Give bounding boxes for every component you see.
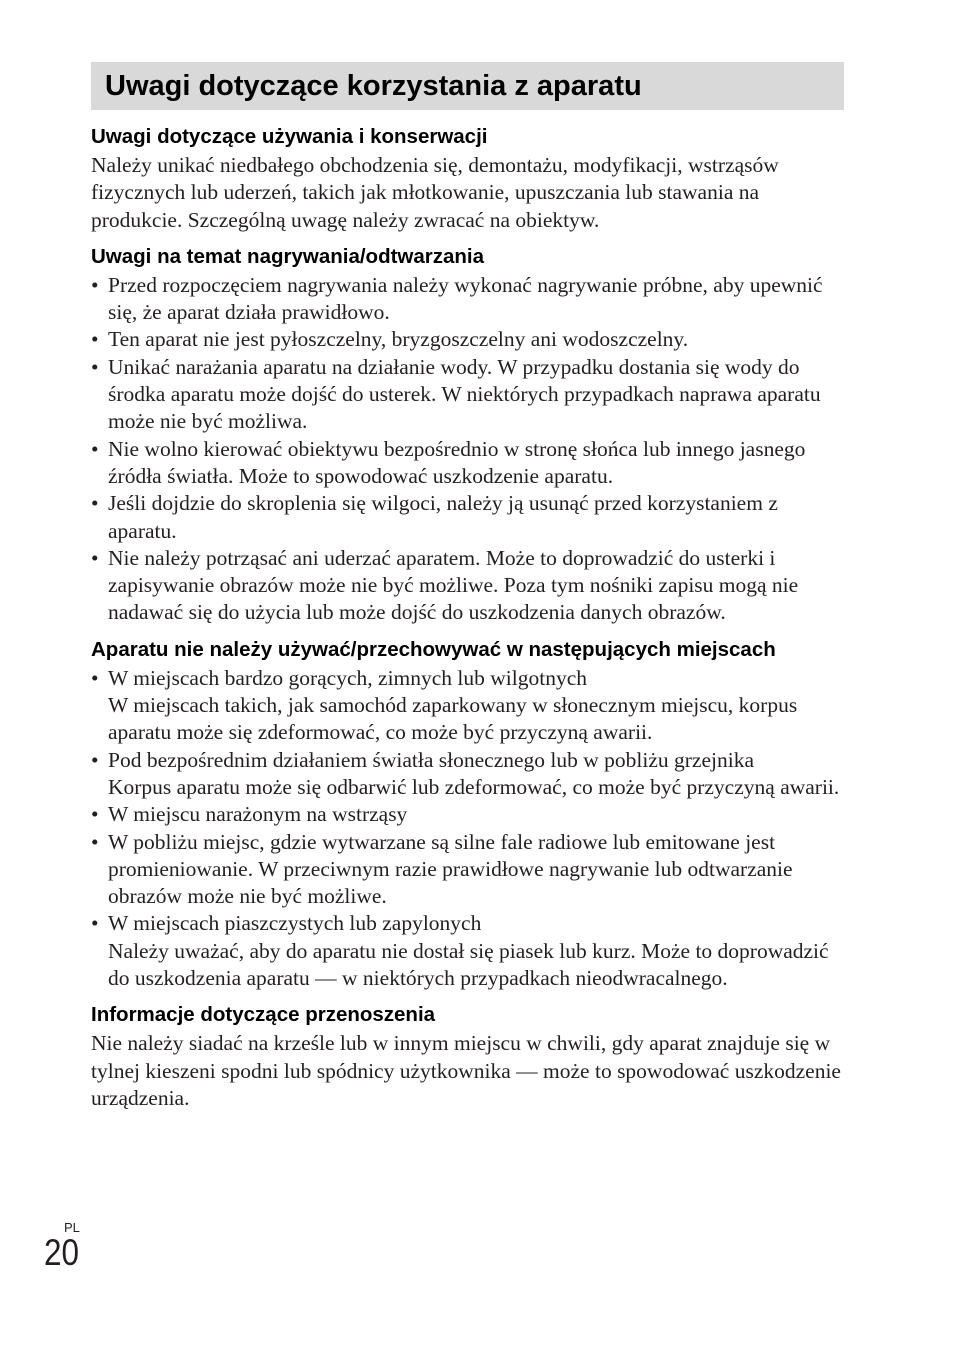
list-item-text: Należy uważać, aby do aparatu nie dostał się piasek lub kurz. Może to doprowadzić do uszkodzenia aparatu — w niektórych przypadkach nieodwracalnego. bbox=[108, 938, 829, 991]
language-label: PL bbox=[64, 1220, 80, 1235]
section-paragraph: Nie należy siadać na krześle lub w innym miejscu w chwili, gdy aparat znajduje się w tylnej kieszeni spodni lub spódnicy użytkownika — może to spowodować uszkodzenie urządzenia. bbox=[91, 1031, 841, 1110]
list-item: • Przed rozpoczęciem nagrywania należy wykonać nagrywanie próbne, aby upewnić się, że aparat działa prawidłowo. bbox=[91, 272, 851, 327]
section-heading: Uwagi dotyczące używania i konserwacji bbox=[91, 125, 488, 148]
section-heading: Informacje dotyczące przenoszenia bbox=[91, 1003, 436, 1027]
list-item: • Ten aparat nie jest pyłoszczelny, bryzgoszczelny ani wodoszczelny. bbox=[91, 326, 851, 353]
page-title: Uwagi dotyczące korzystania z aparatu bbox=[105, 70, 642, 102]
list-item-title: • W miejscu narażonym na wstrząsy bbox=[108, 802, 408, 827]
list-item-title: • W miejscach piaszczystych lub zapylonych bbox=[108, 911, 482, 936]
title-banner bbox=[91, 62, 844, 110]
section-storage-locations bbox=[91, 635, 851, 993]
bullet-list bbox=[91, 665, 851, 993]
section-usage-maintenance bbox=[91, 122, 851, 234]
list-item: • Nie wolno kierować obiektywu bezpośrednio w stronę słońca lub innego jasnego źródła światła. Może to spowodować uszkodzenie aparatu. bbox=[91, 436, 851, 491]
page-content bbox=[91, 122, 851, 1120]
list-item bbox=[91, 665, 851, 747]
section-transport bbox=[91, 1000, 851, 1112]
page-number: 20 bbox=[44, 1232, 79, 1273]
list-item-text: W miejscach takich, jak samochód zaparkowany w słonecznym miejscu, korpus aparatu może się zdeformować, co może być przyczyną awarii. bbox=[108, 693, 798, 745]
list-item bbox=[91, 910, 851, 992]
list-item-text: Korpus aparatu może się odbarwić lub zdeformować, co może być przyczyną awarii. bbox=[108, 774, 840, 799]
section-heading: Uwagi na temat nagrywania/odtwarzania bbox=[91, 244, 485, 268]
list-item bbox=[91, 829, 851, 911]
section-paragraph: Należy unikać niedbałego obchodzenia się, demontażu, modyfikacji, wstrząsów fizycznych lub uderzeń, takich jak młotkowanie, upuszczania lub stawania na produkcie. Szczególną uwagę należy zwracać na obiektyw. bbox=[91, 153, 779, 232]
bullet-list bbox=[91, 272, 851, 627]
list-item-title: • W pobliżu miejsc, gdzie wytwarzane są silne fale radiowe lub emitowane jest promieniowanie. W przeciwnym razie prawidłowe nagrywanie lub odtwarzanie obrazów może nie być możliwe. bbox=[108, 829, 793, 909]
list-item bbox=[91, 747, 851, 802]
list-item-title: • Pod bezpośrednim działaniem światła słonecznego lub w pobliżu grzejnika bbox=[108, 747, 755, 772]
list-item bbox=[91, 801, 851, 828]
list-item: • Unikać narażania aparatu na działanie wody. W przypadku dostania się wody do środka aparatu może dojść do usterek. W niektórych przypadkach naprawa aparatu może nie być możliwa. bbox=[91, 354, 851, 436]
list-item: • Nie należy potrząsać ani uderzać aparatem. Może to doprowadzić do usterki i zapisywanie obrazów może nie być możliwe. Poza tym nośniki zapisu mogą nie nadawać się do użycia lub może dojść do uszkodzenia danych obrazów. bbox=[91, 545, 851, 627]
section-recording-playback bbox=[91, 242, 851, 627]
list-item-title: • W miejscach bardzo gorących, zimnych lub wilgotnych bbox=[108, 665, 588, 690]
list-item: • Jeśli dojdzie do skroplenia się wilgoci, należy ją usunąć przed korzystaniem z aparatu. bbox=[91, 490, 851, 545]
section-heading: Aparatu nie należy używać/przechowywać w następujących miejscach bbox=[91, 637, 776, 661]
